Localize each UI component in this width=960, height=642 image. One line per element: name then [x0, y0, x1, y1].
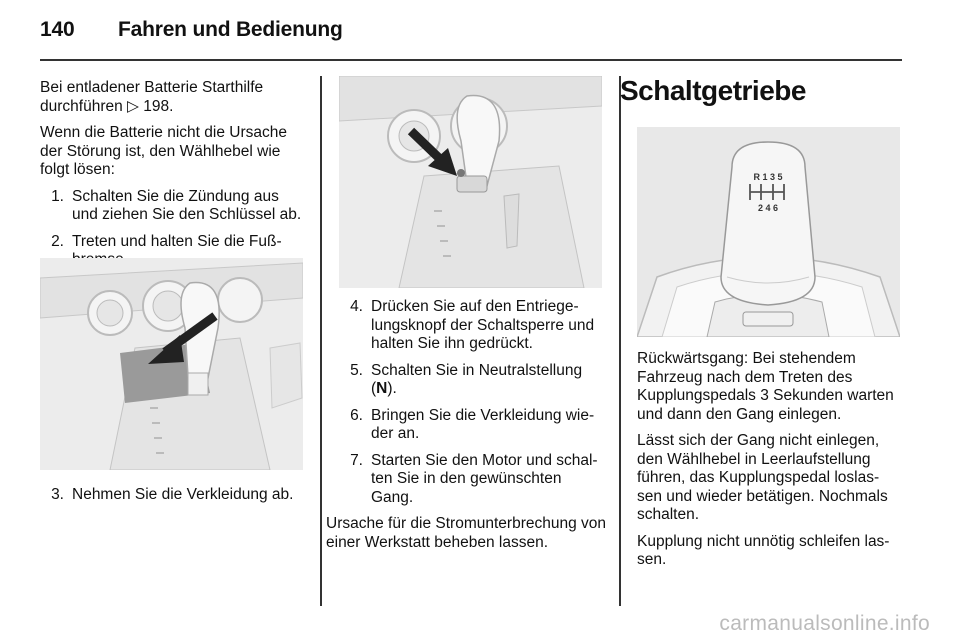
column-divider-1: [320, 76, 322, 606]
step-text-part: ).: [387, 380, 397, 397]
list-item: [40, 188, 306, 225]
step-text: Nehmen Sie die Verkleidung ab.: [72, 486, 294, 503]
page-number: 140: [40, 18, 75, 41]
step-text: Bringen Sie die Verkleidung wie-der an.: [371, 406, 595, 442]
list-item: [40, 486, 306, 505]
header-rule: [40, 59, 902, 61]
selector-lever-illustration: [40, 258, 303, 470]
knob-label-top: R 1 3 5: [753, 172, 783, 182]
list-item: [339, 407, 605, 444]
step-number: 4.: [350, 298, 363, 315]
step-number: 5.: [350, 361, 363, 379]
paragraph: Wenn die Batterie nicht die Ursache der Störung ist, den Wählhebel wie folgt lösen:: [40, 124, 287, 178]
left-column-step3: [40, 486, 306, 513]
left-column-text: [40, 79, 306, 278]
step-number: 2.: [51, 232, 64, 250]
release-button-illustration: [339, 76, 602, 288]
step-number: 3.: [51, 486, 64, 503]
knob-label-bottom: 2 4 6: [757, 203, 779, 213]
page-ref-triangle-icon: ▷: [127, 97, 139, 115]
figure-selector-lever-cover: [40, 258, 303, 470]
step-text: Schalten Sie die Zündung aus und ziehen Sie den Schlüssel ab.: [72, 187, 302, 223]
page-reference: 198.: [143, 97, 174, 115]
page-header: [40, 18, 343, 42]
watermark: carmanualsonline.info: [719, 612, 930, 635]
step-number: 1.: [51, 187, 64, 205]
step-text: Starten Sie den Motor und schal-ten Sie in den gewünschten Gang.: [371, 451, 598, 506]
paragraph: Rückwärtsgang: Bei stehendem Fahrzeug nach dem Treten des Kupplungspedals 3 Sekunden warten und dann den Gang einlegen.: [637, 350, 894, 423]
chapter-title: Fahren und Bedienung: [118, 18, 343, 41]
neutral-position-label: N: [376, 380, 388, 397]
right-column-text: [637, 350, 903, 578]
paragraph-text: Bei entladener Batterie Starthilfe durchführen: [40, 79, 264, 115]
list-item: [339, 452, 605, 508]
figure-manual-gearbox: [637, 127, 900, 337]
step-number: 6.: [350, 406, 363, 424]
paragraph: Ursache für die Stromunterbrechung von einer Werkstatt beheben lassen.: [326, 515, 607, 551]
gear-knob-illustration: [637, 127, 900, 337]
middle-column-text: [326, 298, 607, 560]
step-text-part: Schalten Sie in Neutralstellung (: [371, 361, 583, 397]
list-item: [339, 362, 605, 399]
step-text: [371, 362, 605, 399]
paragraph: Lässt sich der Gang nicht einlegen, den Wählhebel in Leerlaufstellung führen, das Kupplungspedal loslas-sen und wieder betätigen. Nochmals schalten.: [637, 432, 888, 523]
section-heading: Schaltgetriebe: [620, 75, 806, 106]
step-text: Treten und halten Sie die Fuß-: [72, 232, 282, 250]
paragraph: [40, 79, 306, 116]
step-number: 7.: [350, 451, 363, 469]
figure-release-button: [339, 76, 602, 288]
step-text: Drücken Sie auf den Entriege-lungsknopf der Schaltsperre und halten Sie ihn gedrückt.: [371, 298, 595, 352]
column-divider-2: [619, 76, 621, 606]
list-item: [339, 298, 605, 354]
paragraph: Kupplung nicht unnötig schleifen las-sen.: [637, 532, 890, 568]
